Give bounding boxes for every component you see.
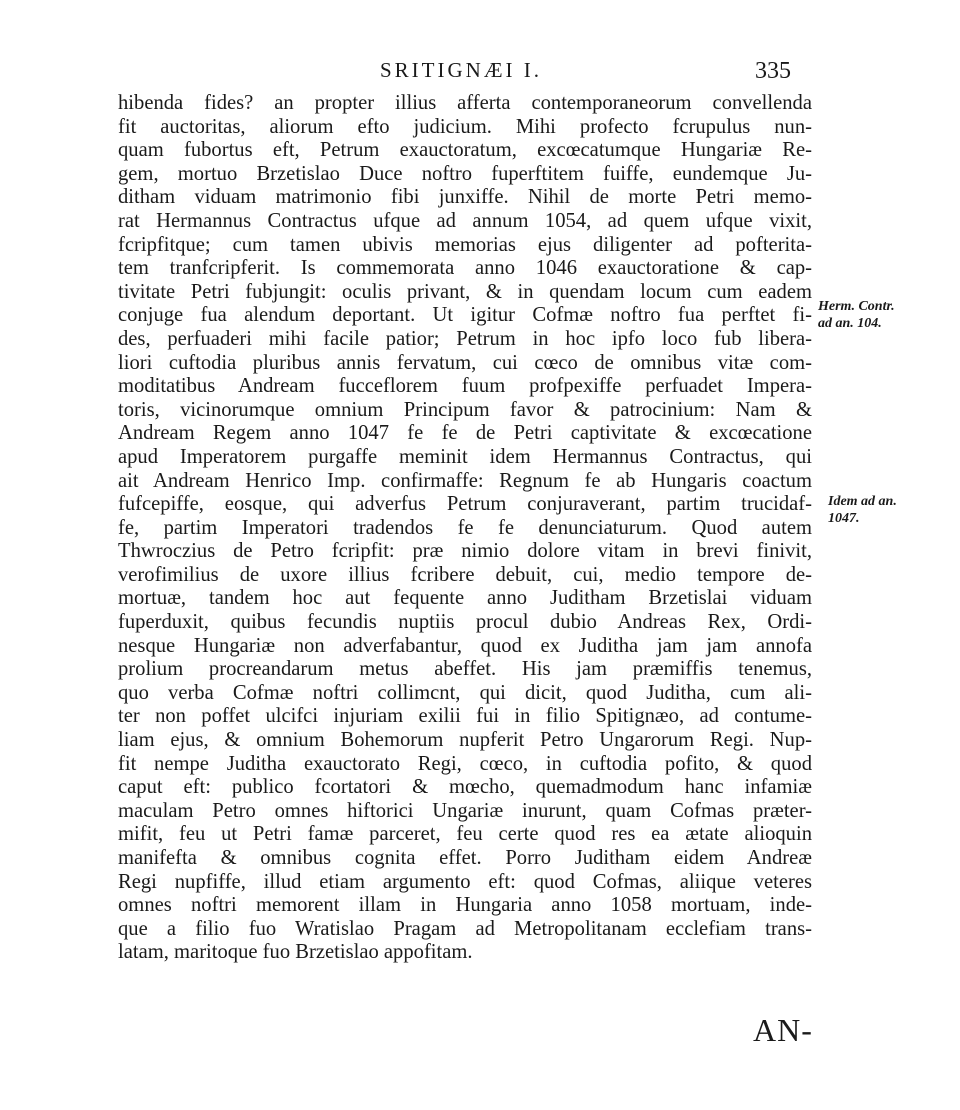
margin-note-hermannus [818,298,895,332]
text-line: mortuæ, tandem hoc aut fequente anno Juditham Brzetislai viduam [118,587,812,610]
text-line: tivitate Petri fubjungit: oculis privant, & in quendam locum cum eadem [118,280,812,303]
text-line: hibenda fides? an propter illius afferta contemporaneorum convellenda [118,92,812,114]
text-line: ait Andream Henrico Imp. confirmaffe: Regnum fe ab Hungaris coactum [118,469,812,492]
text-line: fuperduxit, quibus fecundis nuptiis procul dubio Andreas Rex, Ordi- [118,611,812,634]
text-line: mifit, feu ut Petri famæ parceret, feu certe quod res ea ætate alioquin [118,823,812,846]
text-line: omnes noftri memorent illam in Hungaria anno 1058 mortuam, inde- [118,894,812,917]
text-line: Regi nupfiffe, illud etiam argumento eft: quod Cofmas, aliique veteres [118,870,812,893]
running-title: SRITIGNÆI I. [380,58,542,82]
text-line: verofimilius de uxore illius fcribere debuit, cui, medio tempore de- [118,563,812,586]
text-line: liori cuftodia pluribus annis fervatum, cui cœco de omnibus vitæ com- [118,351,812,374]
text-line: fe, partim Imperatori tradendos fe fe denunciaturum. Quod autem [118,516,812,539]
text-line: quo verba Cofmæ noftri collimcnt, qui dicit, quod Juditha, cum ali- [118,681,812,704]
text-line: que a filio fuo Wratislao Pragam ad Metropolitanam ecclefiam trans- [118,917,812,940]
text-line: liam ejus, & omnium Bohemorum nupferit Petro Ungarorum Regi. Nup- [118,729,812,752]
text-line: moditatibus Andream fucceflorem fuum profpexiffe perfuadet Impera- [118,375,812,398]
text-line: conjuge fua alendum deportant. Ut igitur Cofmæ noftro fua perftet fi- [118,304,812,327]
text-line: Thwroczius de Petro fcripfit: præ nimio dolore vitam in brevi finivit, [118,540,812,563]
margin-note-line: ad an. 104. [818,316,882,331]
text-line: rat Hermannus Contractus ufque ad annum 1054, ad quem ufque vixit, [118,209,812,232]
text-line: caput eft: publico fcortatori & mœcho, quemadmodum hanc infamiæ [118,776,812,799]
text-line: prolium procreandarum metus abeffet. His jam præmiffis tenemus, [118,658,812,681]
text-line: fufcepiffe, eosque, qui adverfus Petrum conjuraverant, partim trucidaf- [118,493,812,516]
text-line: Andream Regem anno 1047 fe fe de Petri captivitate & excœcatione [118,422,812,445]
body-text [118,92,812,965]
margin-note-line: 1047. [828,511,860,526]
text-line: toris, vicinorumque omnium Principum favor & patrocinium: Nam & [118,398,812,421]
catchword: AN- [753,1012,813,1048]
text-line: latam, maritoque fuo Brzetislao appofitam. [118,941,473,964]
margin-note-line: Idem ad an. [828,494,897,509]
text-line: fcripfitque; cum tamen ubivis memorias ejus diligenter ad pofterita- [118,233,812,256]
text-line: ditham viduam matrimonio fibi junxiffe. Nihil de morte Petri memo- [118,186,812,209]
margin-note-idem [828,493,897,527]
text-line: gem, mortuo Brzetislao Duce noftro fuperftitem fuiffe, eundemque Ju- [118,162,812,185]
text-line: nesque Hungariæ non adverfabantur, quod ex Juditha jam jam annofa [118,634,812,657]
text-line: maculam Petro omnes hiftorici Ungariæ inurunt, quam Cofmas præter- [118,799,812,822]
text-line: fit auctoritas, aliorum efto judicium. Mihi profecto fcrupulus nun- [118,115,812,138]
text-line: quam fubortus eft, Petrum exauctoratum, excœcatumque Hungariæ Re- [118,139,812,162]
text-line: des, perfuaderi mihi facile patior; Petrum in hoc ipfo loco fub libera- [118,327,812,350]
text-line: apud Imperatorem purgaffe meminit idem Hermannus Contractus, qui [118,445,812,468]
page-number: 335 [755,58,791,84]
text-line: fit nempe Juditha exauctorato Regi, cœco, in cuftodia pofito, & quod [118,752,812,775]
text-line: manifefta & omnibus cognita effet. Porro Juditham eidem Andreæ [118,847,812,869]
margin-note-line: Herm. Contr. [818,299,895,314]
text-line: ter non poffet ulcifci injuriam exilii fui in filio Spitignæo, ad contume- [118,705,812,728]
text-line: tem tranfcripferit. Is commemorata anno 1046 exauctoratione & cap- [118,257,812,280]
